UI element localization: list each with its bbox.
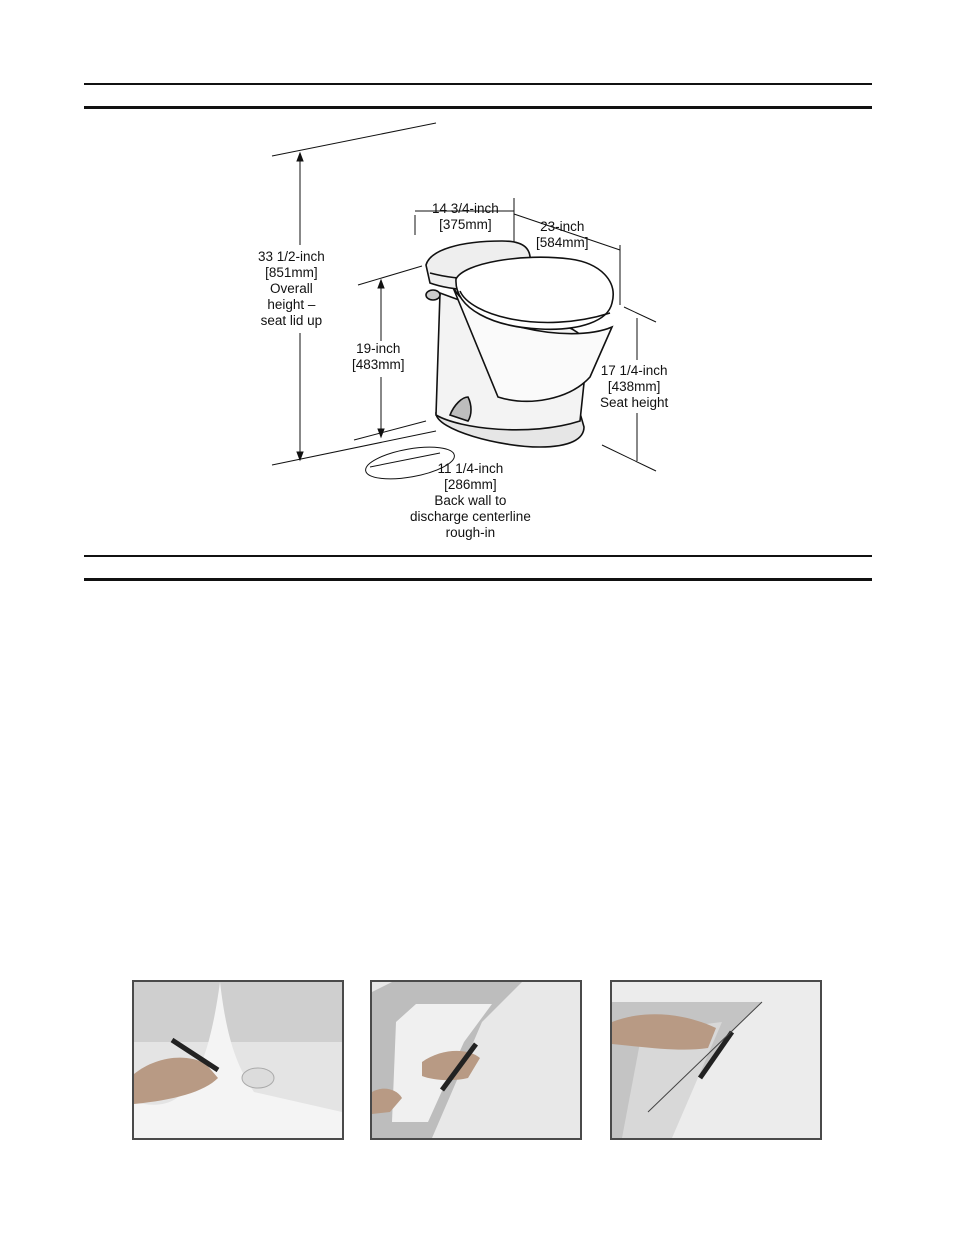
rough-in-caption-3: rough-in xyxy=(445,525,496,540)
overall-height-mm: [851mm] xyxy=(265,265,318,280)
toilet-dimension-diagram xyxy=(240,115,720,555)
rough-in-inch: 11 1/4-inch xyxy=(437,461,504,476)
top-rule-thin xyxy=(84,83,872,85)
photo-marking-base xyxy=(132,980,344,1140)
seat-height-label xyxy=(600,363,668,411)
rough-in-mm: [286mm] xyxy=(444,477,497,492)
tank-width-mm: [375mm] xyxy=(439,217,492,232)
rough-in-label xyxy=(410,461,531,541)
seat-height-caption: Seat height xyxy=(600,395,669,410)
bottom-rule-thin xyxy=(84,555,872,557)
tank-width-label xyxy=(432,201,499,233)
overall-height-caption-3: seat lid up xyxy=(260,313,323,328)
rim-height-label xyxy=(352,341,405,373)
tank-width-inch: 14 3/4-inch xyxy=(432,201,499,216)
photo-marking-template xyxy=(370,980,582,1140)
overall-height-inch: 33 1/2-inch xyxy=(258,249,325,264)
seat-height-inch: 17 1/4-inch xyxy=(600,363,668,378)
rim-height-mm: [483mm] xyxy=(352,357,405,372)
rough-in-caption-2: discharge centerline xyxy=(410,509,531,524)
photo-marking-ruler xyxy=(610,980,822,1140)
overall-height-caption-1: Overall xyxy=(270,281,313,296)
overall-height-label xyxy=(258,249,325,329)
depth-inch: 23-inch xyxy=(540,219,585,234)
top-rule-thick xyxy=(84,106,872,109)
depth-label xyxy=(536,219,589,251)
rough-in-caption-1: Back wall to xyxy=(434,493,507,508)
depth-mm: [584mm] xyxy=(536,235,589,250)
bottom-rule-thick xyxy=(84,578,872,581)
overall-height-caption-2: height – xyxy=(267,297,316,312)
wall-top-reference-line xyxy=(272,123,436,156)
seat-height-mm: [438mm] xyxy=(607,379,661,394)
rim-height-inch: 19-inch xyxy=(356,341,401,356)
floor-reference-line xyxy=(272,431,436,465)
